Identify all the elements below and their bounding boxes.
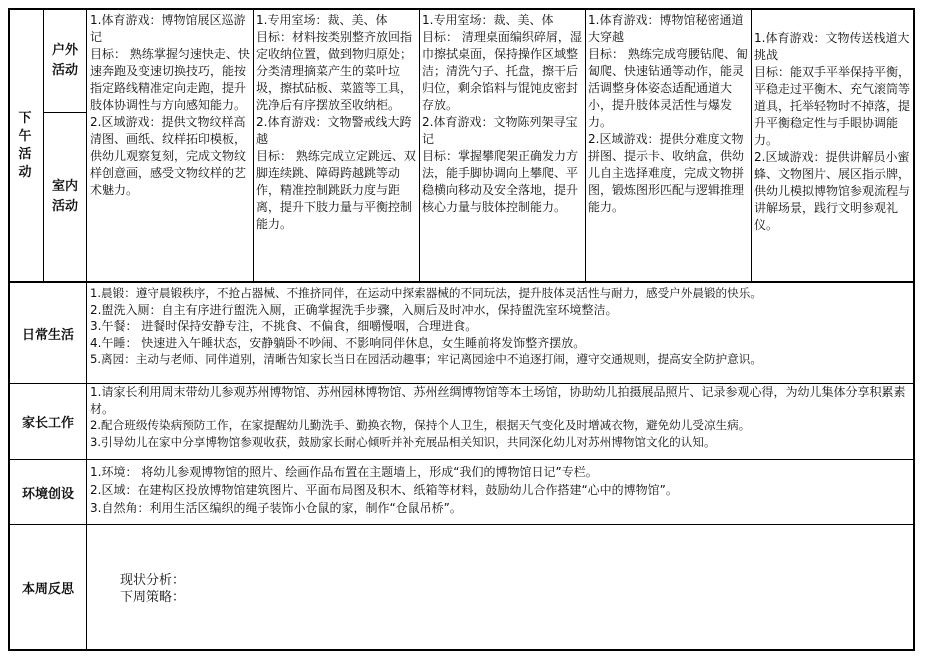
environment-content [90, 463, 912, 523]
parent-work-label-text: 家长工作 [21, 416, 74, 431]
activity-title: 1.专用室场：裁、美、体 [422, 13, 554, 27]
day-column-5 [754, 30, 912, 280]
day-column-3 [422, 12, 584, 280]
activity-title: 2.体育游戏：文物警戒线大跨越 [256, 115, 412, 146]
grid-line [9, 524, 914, 525]
activity-title: 2.区域游戏：提供分难度文物拼图、提示卡、收纳盒，供幼儿自主选择难度，完成文物拼图，锻炼图形匹配与逻辑推理能力。 [588, 132, 745, 214]
activity-title: 2.区域游戏：提供文物纹样高清图、画纸、纹样拓印模板，供幼儿观察复刻，完成文物纹样创意画，感受文物纹样的艺术魅力。 [90, 115, 247, 197]
grid-line [86, 9, 87, 651]
reflection-label-text: 本周反思 [21, 581, 74, 597]
daily-item: 1.晨锻：遵守晨锻秩序，不抢占器械、不推挤同伴，在运动中探索器械的不同玩法，提升肢体灵活性与耐力，感受户外晨锻的快乐。 [90, 286, 762, 300]
daily-item: 3.午餐： 进餐时保持安静专注，不挑食、不偏食，细嚼慢咽，合理进食。 [90, 319, 478, 333]
activity-goal: 目标： 熟练掌握匀速快走、快速奔跑及变速切换技巧，能按指定路线精准定向走跑，提升肢体协调性与方向感知能力。 [90, 47, 250, 112]
afternoon-label-text: 下午活动 [18, 110, 36, 180]
environment-label-text: 环境创设 [21, 486, 74, 502]
daily-life-content [90, 285, 914, 382]
daily-item: 5.离园：主动与老师、同伴道别，清晰告知家长当日在园活动趣事；牢记离园途中不追逐打闹，遵守交通规则，提高安全防护意识。 [90, 352, 762, 366]
activity-goal: 目标： 熟练完成弯腰钻爬、匍匐爬、快速钻通等动作，能灵活调整身体姿态适配通道大小，提升肢体灵活性与爆发力。 [588, 47, 748, 129]
activity-title: 2.区域游戏：提供讲解员小蜜蜂、文物图片、展区指示牌，供幼儿模拟博物馆参观流程与讲解场景，践行文明参观礼仪。 [754, 150, 911, 232]
grid-line [253, 9, 254, 282]
activity-goal: 目标： 熟练完成立定跳远、双脚连续跳、障碍跨越跳等动作，精准控制跳跃力度与距离，提升下肢力量与平衡控制能力。 [256, 149, 416, 231]
grid-line [9, 281, 914, 283]
activity-title: 1.体育游戏：博物馆展区巡游记 [90, 13, 246, 44]
outdoor-label [44, 10, 86, 112]
parent-item: 2.配合班级传染病预防工作，在家提醒幼儿勤洗手、勤换衣物，保持个人卫生，根据天气变化及时增减衣物，避免幼儿受凉生病。 [90, 418, 751, 432]
activity-title: 1.体育游戏：博物馆秘密通道大穿越 [588, 13, 744, 44]
indoor-label [44, 113, 86, 281]
grid-line [9, 459, 914, 460]
daily-item: 4.午睡： 快速进入午睡状态，安静躺卧不吵闹、不影响同伴休息，女生睡前将发饰整齐摆放。 [90, 335, 586, 350]
activity-title: 1.体育游戏：文物传送栈道大挑战 [754, 31, 910, 62]
day-column-2 [256, 12, 418, 280]
activity-goal: 目标：能双手平举保持平衡，平稳走过平衡木、充气滚筒等道具，托举轻物时不掉落，提升平衡稳定性与手眼协调能力。 [754, 65, 911, 147]
daily-life-label-text: 日常生活 [21, 327, 74, 343]
activity-goal: 目标：材料按类别整齐放回指定收纳位置，做到物归原处；分类清理摘菜产生的菜叶垃圾，擦拭砧板、菜篮等工具，洗净后有序摆放至收纳柜。 [256, 30, 413, 112]
parent-item: 1.请家长利用周末带幼儿参观苏州博物馆、苏州园林博物馆、苏州丝绸博物馆等本土场馆，协助幼儿拍摄展品照片、记录参观心得，为幼儿集体分享积累素材。 [90, 385, 906, 416]
environment-label [10, 460, 86, 524]
parent-work-content [90, 384, 912, 459]
activity-goal: 目标：掌握攀爬架正确发力方法，能手脚协调向上攀爬、平稳横向移动及安全落地，提升核心力量与肢体控制能力。 [422, 149, 579, 214]
day-column-4 [588, 12, 750, 280]
day-column-1 [90, 12, 252, 280]
environment-item: 2.区域：在建构区投放博物馆建筑图片、平面布局图及积木、纸箱等材料，鼓励幼儿合作搭建“心中的博物馆”。 [90, 483, 678, 497]
afternoon-label [10, 10, 43, 281]
environment-item: 3.自然角：利用生活区编织的绳子装饰小仓鼠的家，制作“仓鼠吊桥”。 [90, 501, 462, 515]
next-week-strategy-label: 下周策略： [120, 590, 186, 605]
status-analysis-label: 现状分析： [120, 573, 186, 588]
activity-goal: 目标： 清理桌面编织碎屑，湿巾擦拭桌面，保持操作区域整洁；清洗勺子、托盘，擦干后归位，剩余馅料与馄饨皮密封存放。 [422, 30, 582, 112]
grid-line [751, 9, 752, 282]
parent-work-label [10, 384, 86, 459]
daily-item: 2.盥洗入厕：自主有序进行盥洗入厕，正确掌握洗手步骤，入厕后及时冲水，保持盥洗室环境整洁。 [90, 302, 618, 317]
outdoor-label-text: 户外活动 [51, 43, 78, 78]
indoor-label-text: 室内活动 [51, 179, 78, 214]
activity-title: 1.专用室场：裁、美、体 [256, 13, 388, 27]
reflection-label [10, 525, 86, 649]
grid-line [419, 9, 420, 282]
daily-life-label [10, 283, 86, 383]
parent-item: 3.引导幼儿在家中分享博物馆参观收获，鼓励家长耐心倾听并补充展品相关知识，共同深化幼儿对苏州博物馆文化的认知。 [90, 434, 716, 449]
environment-item: 1.环境： 将幼儿参观博物馆的照片、绘画作品布置在主题墙上，形成“我们的博物馆日记”专栏。 [90, 465, 598, 479]
reflection-content [120, 572, 420, 612]
grid-line [585, 9, 586, 282]
activity-title: 2.体育游戏：文物陈列架寻宝记 [422, 115, 578, 146]
